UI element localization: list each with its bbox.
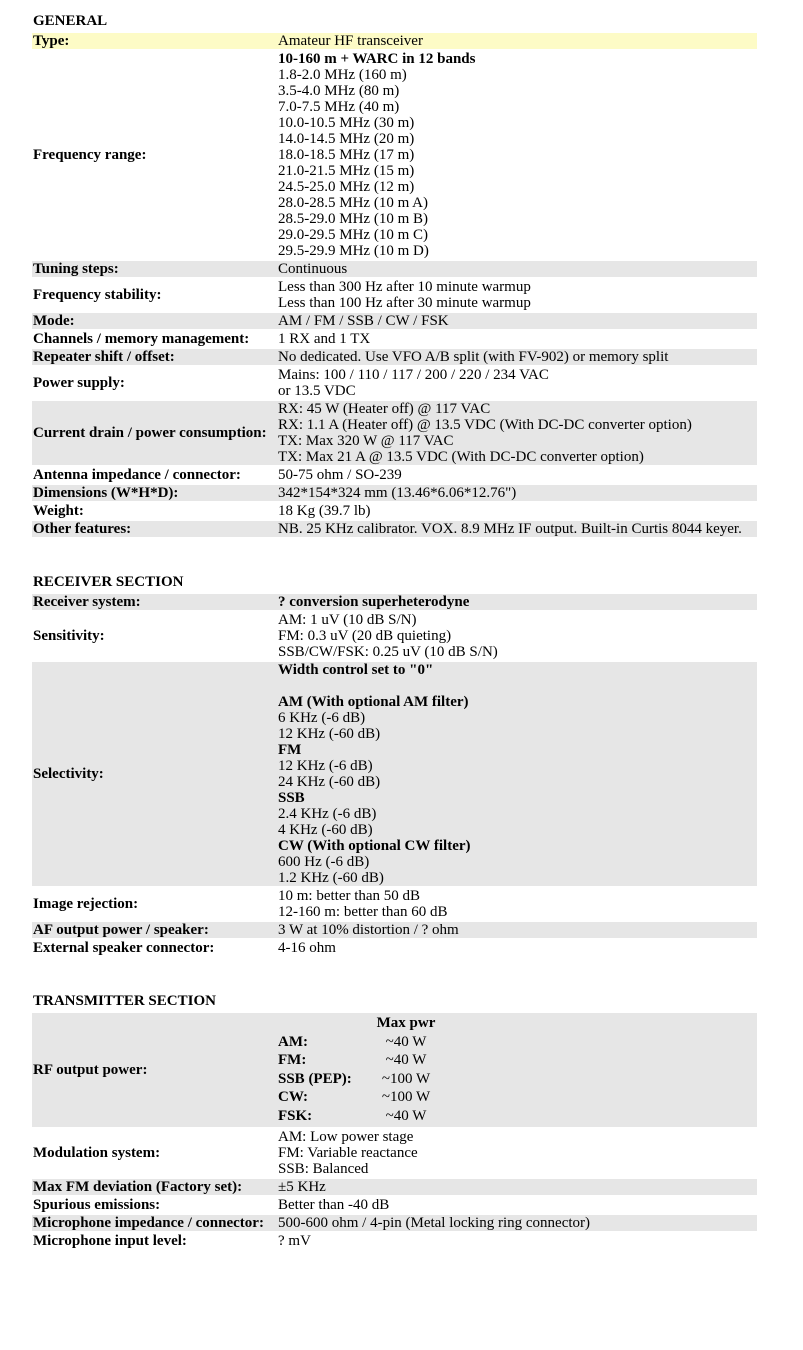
selectivity-heading: Width control set to "0" (278, 662, 434, 678)
receiver-spec-table (32, 592, 757, 958)
spec-value: ±5 KHz (277, 1179, 757, 1195)
spec-row-type (32, 33, 757, 49)
spec-label: Sensitivity: (33, 628, 105, 644)
spec-value (277, 279, 757, 311)
spec-value (277, 401, 757, 465)
spec-label: External speaker connector: (33, 940, 215, 956)
spec-row-repeater (32, 349, 757, 365)
value-line: RX: 45 W (Heater off) @ 117 VAC (278, 401, 491, 417)
value-line: 12-160 m: better than 60 dB (278, 904, 448, 920)
spec-row-selectivity (32, 662, 757, 886)
spec-label: Receiver system: (32, 594, 277, 610)
band-line: 3.5-4.0 MHz (80 m) (278, 83, 400, 99)
rf-column-header: Max pwr (376, 1015, 436, 1031)
spec-row-mic-level (32, 1233, 757, 1249)
value-line: 1.2 KHz (-60 dB) (278, 870, 384, 886)
general-spec-table (32, 31, 757, 539)
value-line: 2.4 KHz (-6 dB) (278, 806, 377, 822)
receiver-section-title: RECEIVER SECTION (33, 574, 184, 590)
rf-output-table (278, 1014, 436, 1125)
transmitter-spec-table (32, 1011, 757, 1251)
rf-value: ~40 W (376, 1051, 436, 1070)
spec-value (277, 51, 757, 259)
spec-label: Type: (32, 33, 277, 49)
spec-value: 3 W at 10% distortion / ? ohm (277, 922, 757, 938)
spec-row-frequency-range (32, 51, 757, 259)
spec-row-other-features (32, 521, 757, 537)
band-line: 18.0-18.5 MHz (17 m) (278, 147, 415, 163)
band-line: 21.0-21.5 MHz (15 m) (278, 163, 415, 179)
spec-label: Weight: (33, 503, 84, 519)
spec-value: No dedicated. Use VFO A/B split (with FV-902) or memory split (277, 349, 757, 365)
spec-label: AF output power / speaker: (32, 922, 277, 938)
spec-label: Modulation system: (33, 1145, 161, 1161)
rf-value: ~40 W (376, 1107, 436, 1126)
spec-row-channels (32, 331, 757, 347)
general-section-title: GENERAL (33, 13, 108, 29)
rf-row (278, 1088, 436, 1107)
spec-row-modulation (32, 1129, 757, 1177)
spec-value: Amateur HF transceiver (277, 33, 757, 49)
value-line: or 13.5 VDC (278, 383, 356, 399)
spec-value: 4-16 ohm (278, 940, 336, 956)
band-line: 10.0-10.5 MHz (30 m) (278, 115, 415, 131)
value-line: 10 m: better than 50 dB (278, 888, 421, 904)
selectivity-ssb-heading: SSB (278, 790, 305, 806)
spec-row-dimensions (32, 485, 757, 501)
value-line: Less than 300 Hz after 10 minute warmup (278, 279, 531, 295)
band-line: 29.5-29.9 MHz (10 m D) (278, 243, 429, 259)
section-spacer (32, 539, 803, 573)
spec-row-power-supply (32, 367, 757, 399)
selectivity-fm-heading: FM (278, 742, 302, 758)
spec-row-af-output (32, 922, 757, 938)
value-line: Mains: 100 / 110 / 117 / 200 / 220 / 234 VAC (278, 367, 549, 383)
spec-label: Frequency stability: (33, 287, 162, 303)
value-line: RX: 1.1 A (Heater off) @ 13.5 VDC (With DC-DC converter option) (278, 417, 692, 433)
spec-label: Channels / memory management: (33, 331, 250, 347)
value-line: 12 KHz (-6 dB) (278, 758, 373, 774)
value-line: 4 KHz (-60 dB) (278, 822, 373, 838)
rf-value: ~40 W (376, 1033, 436, 1052)
spec-row-antenna (32, 467, 757, 483)
rf-band: FSK: (278, 1107, 376, 1126)
blank-line (278, 678, 756, 694)
spec-row-fm-deviation (32, 1179, 757, 1195)
band-line: 7.0-7.5 MHz (40 m) (278, 99, 400, 115)
spec-row-current-drain (32, 401, 757, 465)
spec-value (277, 612, 757, 660)
transmitter-section-title: TRANSMITTER SECTION (33, 993, 216, 1009)
spec-label: Frequency range: (33, 147, 147, 163)
spec-label: Microphone impedance / connector: (32, 1215, 277, 1231)
value-line: TX: Max 320 W @ 117 VAC (278, 433, 454, 449)
rf-header-row (278, 1014, 436, 1033)
spec-value (277, 888, 757, 920)
spec-label: Repeater shift / offset: (32, 349, 277, 365)
band-line: 29.0-29.5 MHz (10 m C) (278, 227, 428, 243)
spec-value: 1 RX and 1 TX (278, 331, 371, 347)
band-line: 28.5-29.0 MHz (10 m B) (278, 211, 428, 227)
spec-row-frequency-stability (32, 279, 757, 311)
spec-value (277, 1013, 757, 1127)
value-line: 600 Hz (-6 dB) (278, 854, 370, 870)
value-line: FM: Variable reactance (278, 1145, 418, 1161)
spec-label: Microphone input level: (33, 1233, 187, 1249)
spec-label: Mode: (32, 313, 277, 329)
spec-row-mode (32, 313, 757, 329)
spec-row-image-rejection (32, 888, 757, 920)
spec-value: 500-600 ohm / 4-pin (Metal locking ring connector) (277, 1215, 757, 1231)
spec-row-receiver-system (32, 594, 757, 610)
rf-row (278, 1070, 436, 1089)
spec-row-weight (32, 503, 757, 519)
section-spacer (32, 958, 803, 992)
spec-label: Antenna impedance / connector: (33, 467, 241, 483)
rf-band: CW: (278, 1088, 376, 1107)
spec-row-mic-impedance (32, 1215, 757, 1231)
spec-label: Tuning steps: (32, 261, 277, 277)
frequency-range-heading: 10-160 m + WARC in 12 bands (278, 51, 476, 67)
spec-label: Max FM deviation (Factory set): (32, 1179, 277, 1195)
rf-band: SSB (PEP): (278, 1070, 376, 1089)
value-line: Less than 100 Hz after 30 minute warmup (278, 295, 531, 311)
spec-row-sensitivity (32, 612, 757, 660)
spec-value: 18 Kg (39.7 lb) (278, 503, 371, 519)
value-line: TX: Max 21 A @ 13.5 VDC (With DC-DC converter option) (278, 449, 644, 465)
spec-row-ext-speaker (32, 940, 757, 956)
spec-value (277, 662, 757, 886)
spec-row-spurious (32, 1197, 757, 1213)
value-line: FM: 0.3 uV (20 dB quieting) (278, 628, 452, 644)
band-line: 24.5-25.0 MHz (12 m) (278, 179, 415, 195)
spec-label: Other features: (32, 521, 277, 537)
spec-value (277, 367, 757, 399)
spec-value (277, 1129, 757, 1177)
band-line: 1.8-2.0 MHz (160 m) (278, 67, 407, 83)
spec-value: Continuous (277, 261, 757, 277)
selectivity-cw-heading: CW (With optional CW filter) (278, 838, 471, 854)
value-line: SSB: Balanced (278, 1161, 369, 1177)
spec-label: Dimensions (W*H*D): (32, 485, 277, 501)
value-line: 12 KHz (-60 dB) (278, 726, 381, 742)
rf-row (278, 1051, 436, 1070)
value-line: SSB/CW/FSK: 0.25 uV (10 dB S/N) (278, 644, 498, 660)
value-line: 6 KHz (-6 dB) (278, 710, 366, 726)
spec-value: 342*154*324 mm (13.46*6.06*12.76") (277, 485, 757, 501)
spec-row-tuning-steps (32, 261, 757, 277)
spec-label: Spurious emissions: (33, 1197, 161, 1213)
spec-label: Power supply: (33, 375, 125, 391)
spec-value: AM / FM / SSB / CW / FSK (277, 313, 757, 329)
spec-label: RF output power: (32, 1013, 277, 1127)
spec-row-rf-output (32, 1013, 757, 1127)
value-line: AM: 1 uV (10 dB S/N) (278, 612, 417, 628)
rf-value: ~100 W (376, 1070, 436, 1089)
spec-label: Image rejection: (33, 896, 139, 912)
spec-value: NB. 25 KHz calibrator. VOX. 8.9 MHz IF output. Built-in Curtis 8044 keyer. (277, 521, 757, 537)
rf-band: AM: (278, 1033, 376, 1052)
spec-value: ? mV (278, 1233, 311, 1249)
spec-value: 50-75 ohm / SO-239 (278, 467, 402, 483)
spec-value: Better than -40 dB (278, 1197, 390, 1213)
value-line: AM: Low power stage (278, 1129, 414, 1145)
rf-row (278, 1107, 436, 1126)
spec-value: ? conversion superheterodyne (277, 594, 757, 610)
spec-label: Current drain / power consumption: (32, 401, 277, 465)
rf-value: ~100 W (376, 1088, 436, 1107)
value-line: 24 KHz (-60 dB) (278, 774, 381, 790)
band-line: 14.0-14.5 MHz (20 m) (278, 131, 415, 147)
spec-label: Selectivity: (32, 662, 277, 886)
band-line: 28.0-28.5 MHz (10 m A) (278, 195, 428, 211)
rf-band: FM: (278, 1051, 376, 1070)
rf-row (278, 1033, 436, 1052)
selectivity-am-heading: AM (With optional AM filter) (278, 694, 469, 710)
